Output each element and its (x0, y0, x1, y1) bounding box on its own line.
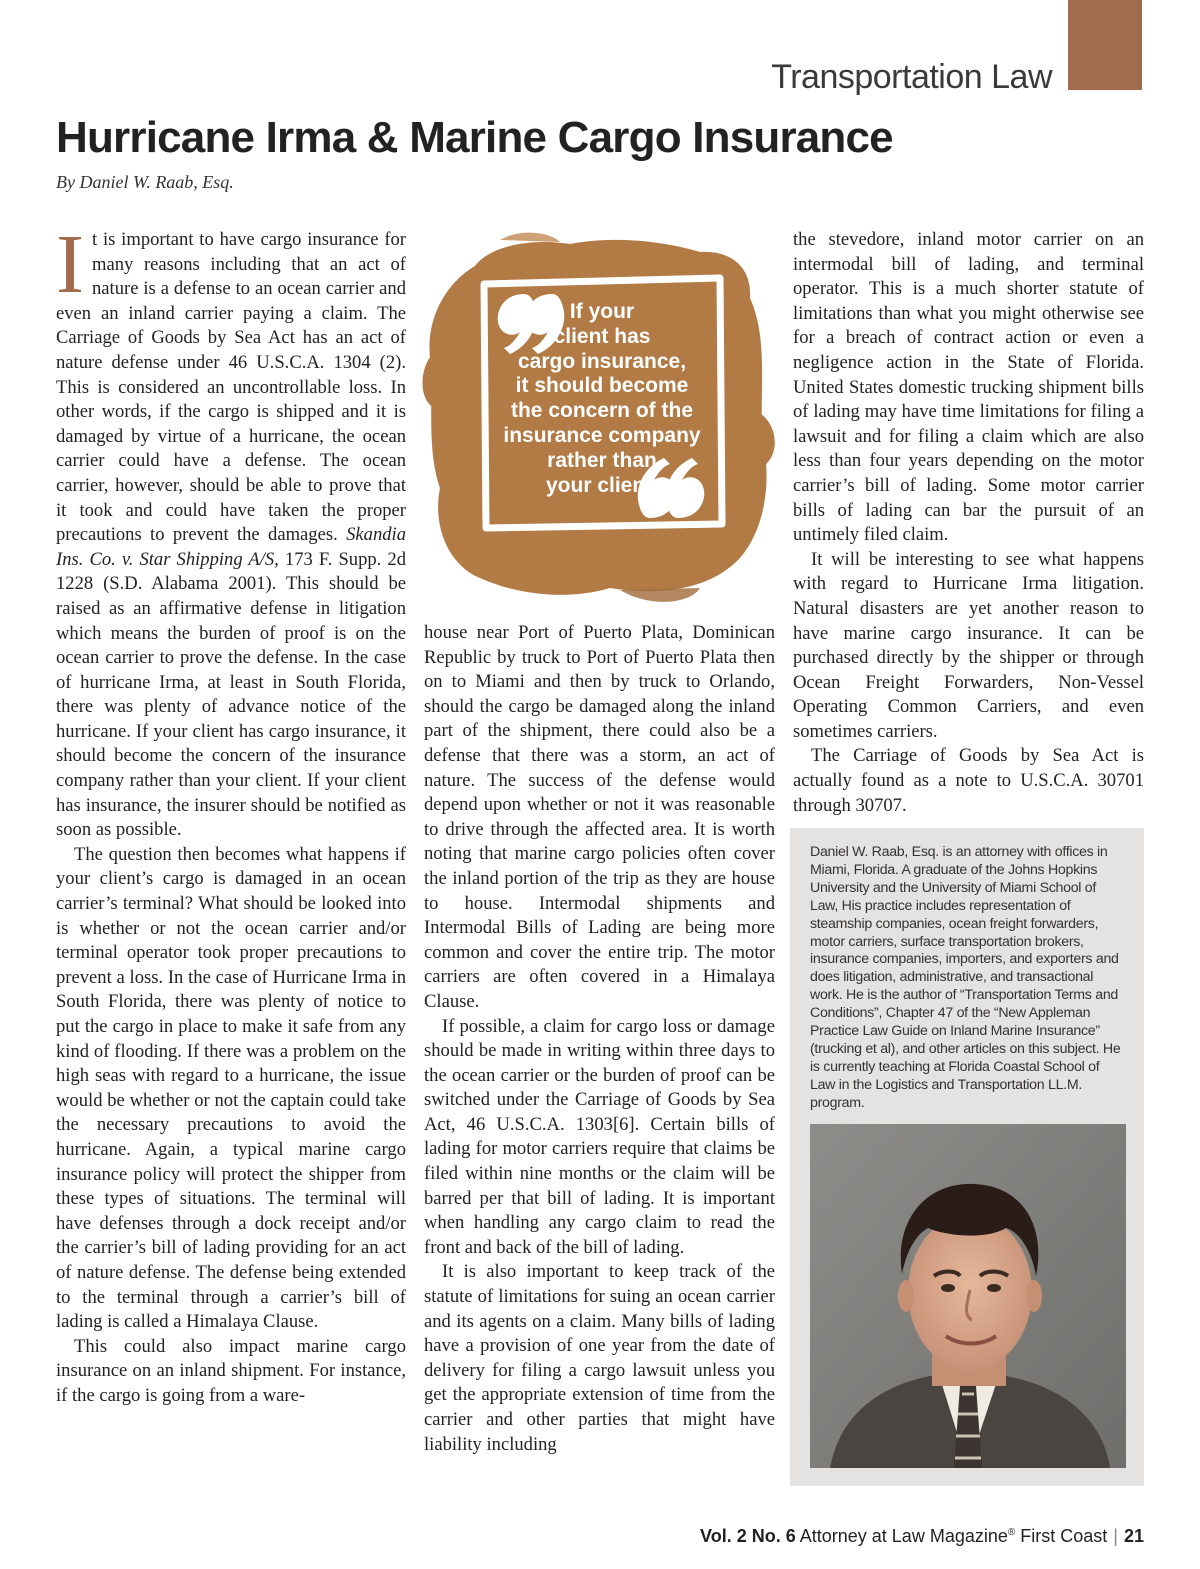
paragraph: The Carriage of Goods by Sea Act is actually found as a note to U.S.C.A. 30701 through 30707. (793, 745, 1144, 816)
quote-line: insurance company (503, 423, 701, 447)
page-number: 21 (1123, 1526, 1144, 1546)
paragraph: The question then becomes what happens if your client’s cargo is damaged in an ocean carrier’s terminal? What should be looked into is whether or not the ocean carrier and/or terminal operator took proper precautions to prevent a loss. In the case of Hurricane Irma in South Florida, there was plenty of notice to put the cargo in place to make it safe from any kind of flooding. If there was a problem on the high seas with regard to a hurricane, the issue would be whether or not the captain could take the necessary precautions to avoid the hurricane. Again, a typical marine cargo insurance policy will protect the shipper from these types of situations. The terminal will have defenses through a dock receipt and/or the carrier’s bill of lading providing for an act of nature defense. The defense being extended to the terminal through a carrier’s bill of lading is called a Himalaya Clause. (56, 843, 406, 1333)
quote-line: your client. (545, 473, 659, 497)
author-photo (810, 1124, 1126, 1468)
article-column-1 (56, 218, 406, 1409)
paragraph: This could also impact marine cargo insurance on an inland shipment. For instance, if the cargo is going from a ware- (56, 1335, 406, 1406)
page-footer (700, 1526, 1144, 1547)
quote-line: cargo insurance, (517, 349, 687, 373)
drop-cap: I (56, 218, 84, 311)
article-column-2 (424, 621, 775, 1457)
paragraph: the stevedore, inland motor carrier on an intermodal bill of lading, and terminal operator. This is a much shorter statute of limitations than what you might otherwise see for a breach of contract action or even a negligence action in the State of Florida. United States domestic trucking shipment bills of lading may have time limitations for filing a lawsuit and for filing a claim which are also less than four years depending on the motor carrier’s bill of lading. Some motor carrier bills of lading can bar the pursuit of an untimely filed claim. (793, 229, 1144, 546)
paragraph: If possible, a claim for cargo loss or damage should be made in writing within three days to the ocean carrier or the burden of proof can be switched under the Carriage of Goods by Sea Act, 46 U.S.C.A. 1303[6]. Certain bills of lading for motor carriers require that claims be filed within nine months or the claim will be barred per that bill of lading. It is important when handling any cargo claim to read the front and back of the bill of lading. (424, 1015, 775, 1258)
section-label: Transportation Law (771, 58, 1052, 96)
quote-line: client has (553, 324, 651, 348)
paragraph-text: t is important to have cargo insurance for many reasons including that an act of nature is a defense to an ocean carrier and even an inland carrier paying a claim. The Carriage of Goods by Sea Act has an act of nature defense under 46 U.S.C.A. 1304 (2). This is considered an uncontrollable loss. In other words, if the cargo is shipped and it is damaged by virtue of a hurricane, the ocean carrier could have a defense. The ocean carrier, however, should be able to prove that it took and could have taken the proper precautions to prevent the damages. (56, 229, 406, 546)
author-bio-text: Daniel W. Raab, Esq. is an attorney with offices in Miami, Florida. A graduate of the Johns Hopkins University and the University of Miami School of Law, His practice includes representation of steamship companies, ocean freight forwarders, motor carriers, surface transportation brokers, insurance companies, importers, and exporters and does litigation, administrative, and transactional work. He is the author of “Transportation Terms and Conditions”, Chapter 47 of the “New Appleman Practice Law Guide on Inland Marine Insurance” (trucking et al), and other articles on this subject. He is currently teaching at Florida Coastal School of Law in the Logistics and Transportation LL.M. program. (810, 844, 1121, 1111)
quote-line: rather than (547, 448, 657, 472)
quote-line: If your (569, 300, 635, 323)
paragraph: It is also important to keep track of the statute of limitations for suing an ocean carrier and its agents on a claim. Many bills of lading have a provision of one year from the date of delivery for filing a cargo lawsuit unless you get the appropriate extension of time from the carrier and other parties that might have liability including (424, 1261, 775, 1455)
article-title: Hurricane Irma & Marine Cargo Insurance (56, 113, 893, 162)
footer-separator: | (1113, 1526, 1118, 1546)
edition-name: First Coast (1020, 1526, 1108, 1546)
paragraph-text: 173 F. Supp. 2d 1228 (S.D. Alabama 2001). This should be raised as an affirmative defense in litigation which means the burden of proof is on the ocean carrier to prove the defense. In the case of hurricane Irma, at least in South Florida, there was plenty of advance notice of the hurricane. If your client has cargo insurance, it should become the concern of the insurance company rather than your client. If your client has insurance, the insurer should be notified as soon as possible. (56, 548, 406, 841)
quote-line: it should become (515, 374, 689, 398)
magazine-name: Attorney at Law Magazine (799, 1526, 1008, 1546)
paragraph (56, 218, 406, 843)
article-column-3 (793, 228, 1144, 818)
paragraph: house near Port of Puerto Plata, Dominican Republic by truck to Port of Puerto Plata then on to Miami and then by truck to Orlando, should the cargo be damaged along the inland part of the shipment, there could also be a defense that there was a storm, an act of nature. The success of the defense would depend upon whether or not it was reasonable to drive through the affected area. It is worth noting that marine cargo policies often cover the inland portion of the trip as they are house to house. Intermodal shipments and Intermodal Bills of Lading are being more common and cover the entire trip. The motor carriers are often covered in a Himalaya Clause. (424, 622, 775, 1012)
section-color-tab (1068, 0, 1142, 90)
registered-mark: ® (1007, 1527, 1016, 1538)
issue-number: Vol. 2 No. 6 (700, 1526, 796, 1546)
article-byline: By Daniel W. Raab, Esq. (56, 172, 234, 192)
pull-quote-text (494, 300, 710, 498)
paragraph: It will be interesting to see what happens with regard to Hurricane Irma litigation. Natural disasters are yet another reason to have marine cargo insurance. It can be purchased directly by the shipper or through Ocean Freight Forwarders, Non-Vessel Operating Common Carriers, and even sometimes carriers. (793, 548, 1144, 742)
case-citation: Skandia Ins. Co. v. Star Shipping A/S, (56, 524, 406, 570)
quote-line: the concern of the (510, 399, 694, 423)
